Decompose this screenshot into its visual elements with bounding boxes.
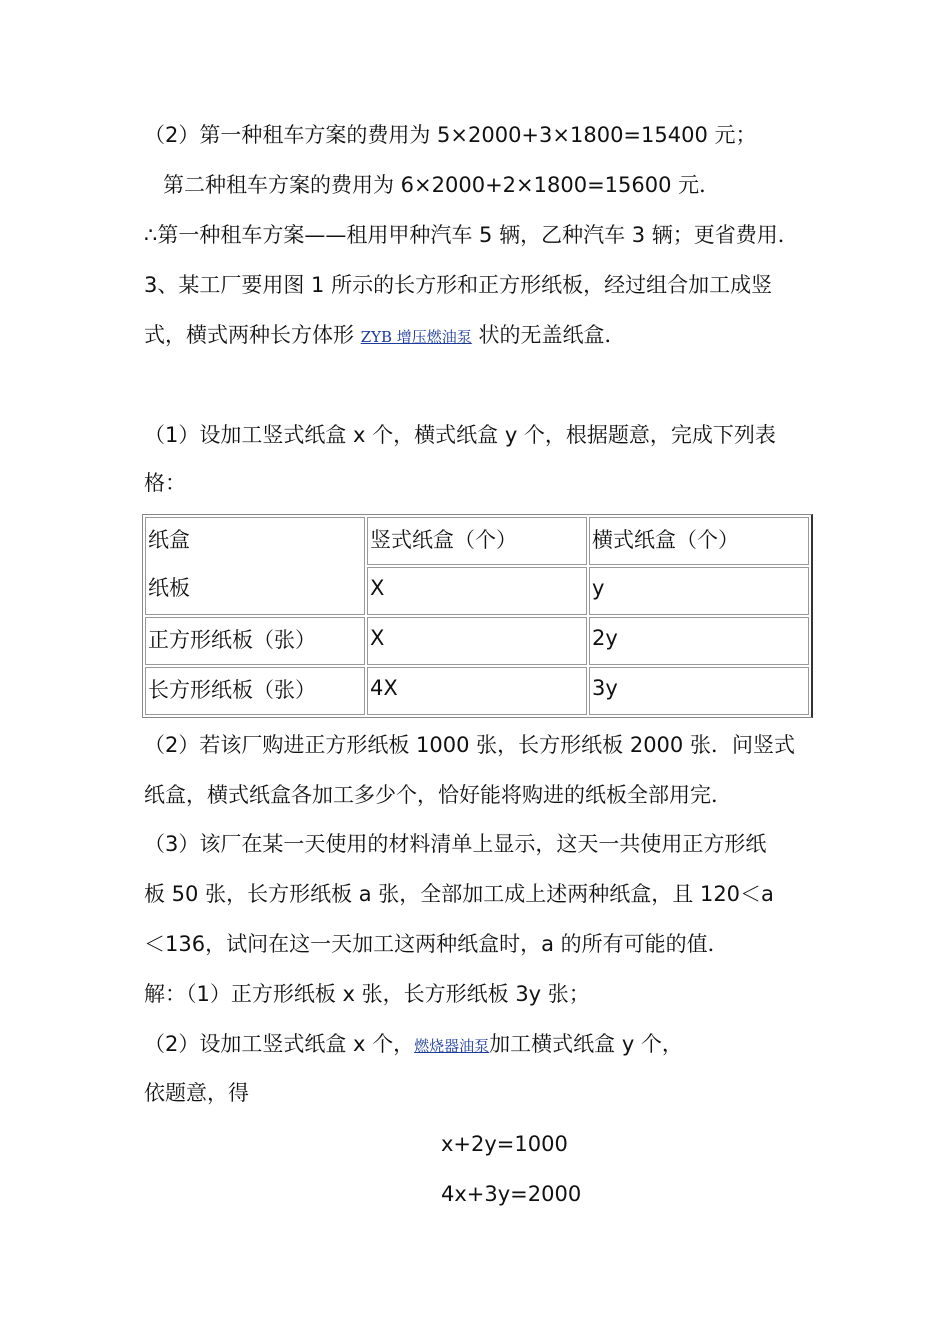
- table-row-square-label: 正方形纸板（张）: [145, 617, 365, 665]
- text-line-14-part-a: （2）设加工竖式纸盒 x 个，: [144, 1032, 415, 1056]
- text-line-4: 3、某工厂要用图 1 所示的长方形和正方形纸板，经过组合加工成竖: [144, 273, 773, 297]
- text-line-14-part-b: 加工横式纸盒 y 个，: [489, 1032, 683, 1056]
- table-header-horizontal-box: 横式纸盒（个）: [589, 517, 809, 565]
- text-line-3: ∴第一种租车方案——租用甲种汽车 5 辆，乙种汽车 3 辆；更省费用．: [144, 223, 799, 247]
- equation-1: x+2y=1000: [441, 1132, 568, 1156]
- text-line-5-part-a: 式，横式两种长方体形: [144, 323, 354, 347]
- text-line-10: （3）该厂在某一天使用的材料清单上显示，这天一共使用正方形纸: [144, 832, 767, 856]
- text-line-5: [144, 320, 626, 352]
- ad-link-zyb-pump[interactable]: ZYB 增压燃油泵: [360, 328, 472, 346]
- text-line-12: ＜136，试问在这一天加工这两种纸盒时，a 的所有可能的值．: [144, 932, 729, 956]
- text-line-2: 第二种租车方案的费用为 6×2000+2×1800=15600 元．: [163, 173, 721, 197]
- table-row-rect-vertical: 4X: [367, 667, 587, 715]
- text-line-8: （2）若该厂购进正方形纸板 1000 张，长方形纸板 2000 张．问竖式: [144, 733, 795, 757]
- text-line-7: 格：: [144, 471, 186, 495]
- table-row-square-vertical: X: [367, 617, 587, 665]
- table-row-rect-horizontal: 3y: [589, 667, 809, 715]
- text-line-1: （2）第一种租车方案的费用为 5×2000+3×1800=15400 元；: [144, 123, 757, 147]
- table-var-y: y: [589, 567, 809, 615]
- text-line-15: 依题意，得: [144, 1081, 249, 1105]
- text-line-9: 纸盒，横式纸盒各加工多少个，恰好能将购进的纸板全部用完．: [144, 783, 732, 807]
- table-corner-cell: [145, 517, 365, 615]
- text-line-13: 解：（1）正方形纸板 x 张，长方形纸板 3y 张；: [144, 982, 590, 1006]
- table-var-x: X: [367, 567, 587, 615]
- text-line-14: [144, 1029, 683, 1061]
- text-line-6: （1）设加工竖式纸盒 x 个，横式纸盒 y 个，根据题意，完成下列表: [144, 423, 776, 447]
- equation-2: 4x+3y=2000: [441, 1182, 582, 1206]
- table-row-square-horizontal: 2y: [589, 617, 809, 665]
- table-row-rect-label: 长方形纸板（张）: [145, 667, 365, 715]
- text-line-11: 板 50 张，长方形纸板 a 张，全部加工成上述两种纸盒，且 120＜a: [144, 882, 774, 906]
- box-material-table: [142, 514, 813, 718]
- table-corner-bottom: 纸板: [148, 576, 190, 600]
- text-line-5-part-b: 状的无盖纸盒．: [478, 323, 626, 347]
- ad-link-burner-pump[interactable]: 燃烧器油泵: [414, 1037, 490, 1055]
- table-corner-top: 纸盒: [148, 528, 190, 552]
- table-header-vertical-box: 竖式纸盒（个）: [367, 517, 587, 565]
